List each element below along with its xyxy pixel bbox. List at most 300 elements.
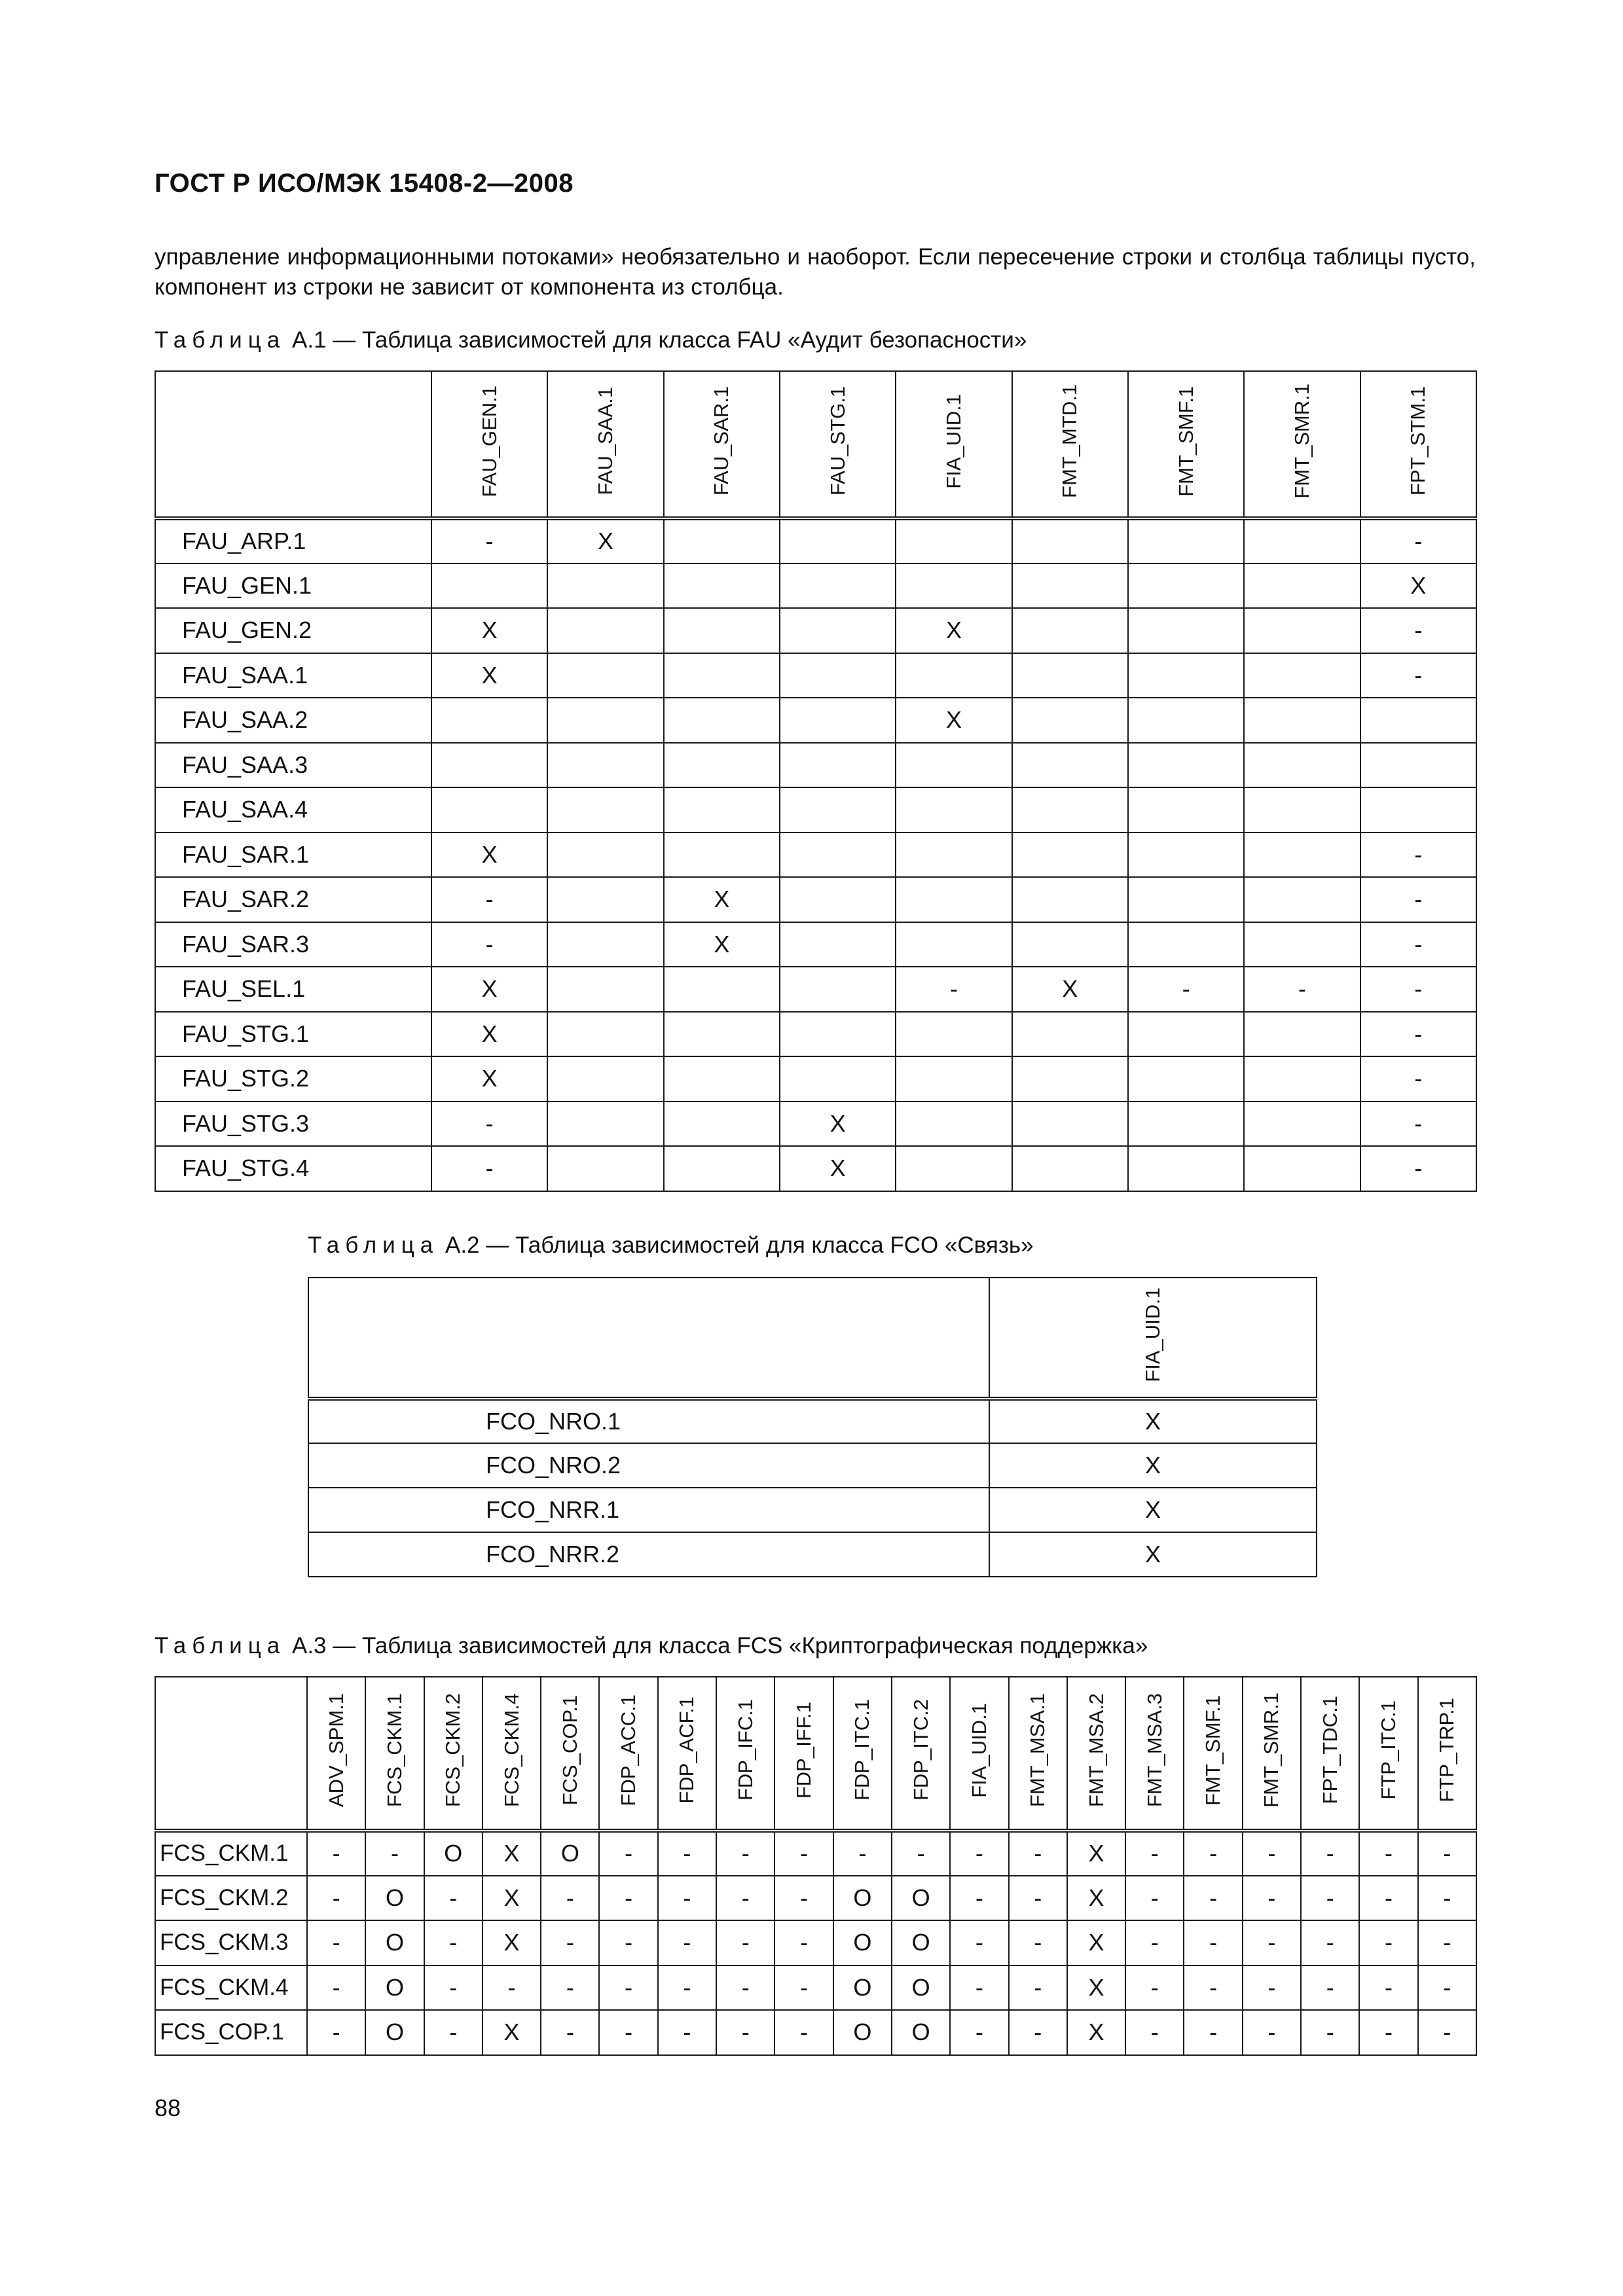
dependency-cell: O	[365, 2010, 424, 2055]
table-row	[155, 608, 1476, 653]
table-row	[155, 698, 1476, 743]
dependency-cell: X	[1012, 967, 1128, 1012]
dependency-cell: -	[1301, 1876, 1359, 1921]
dependency-cell	[1128, 653, 1244, 698]
dependency-cell	[896, 1146, 1012, 1191]
dependency-cell	[547, 967, 663, 1012]
dependency-cell: -	[431, 1146, 547, 1191]
dependency-cell: -	[658, 1920, 716, 1965]
column-header-label: FIA_UID.1	[967, 1702, 991, 1798]
dependency-cell	[896, 787, 1012, 833]
dependency-cell	[1128, 833, 1244, 878]
dependency-cell: -	[307, 1920, 365, 1965]
table-row	[155, 967, 1476, 1012]
dependency-cell	[780, 967, 896, 1012]
column-header-label: FMT_SMR.1	[1260, 1693, 1283, 1808]
column-header-label: FMT_MSA.1	[1026, 1693, 1049, 1807]
table2-caption-text: А.2 — Таблица зависимостей для класса FCO «Связь»	[445, 1232, 1034, 1258]
dependency-cell	[1012, 653, 1128, 698]
column-header-label: FCS_COP.1	[558, 1695, 581, 1806]
dependency-cell: -	[716, 1965, 775, 2011]
table1-caption-label: Таблица	[155, 327, 286, 353]
dependency-cell	[547, 743, 663, 788]
dependency-cell: -	[775, 1831, 833, 1876]
table3-caption-text: А.3 — Таблица зависимостей для класса FCS «Криптографическая поддержка»	[291, 1633, 1148, 1659]
dependency-cell: -	[1360, 518, 1476, 564]
column-header-label: FCS_CKM.4	[500, 1693, 523, 1807]
row-label: FCS_CKM.1	[155, 1831, 307, 1876]
dependency-cell	[780, 564, 896, 609]
dependency-cell	[1128, 564, 1244, 609]
dependency-cell: -	[775, 1876, 833, 1921]
dependency-cell: O	[892, 1920, 950, 1965]
dependency-cell	[1128, 1012, 1244, 1057]
dependency-cell: X	[547, 518, 663, 564]
dependency-cell: X	[431, 608, 547, 653]
column-header	[1418, 1677, 1476, 1831]
dependency-cell	[1128, 877, 1244, 922]
document-header: ГОСТ Р ИСО/МЭК 15408-2—2008	[155, 169, 574, 198]
dependency-cell: -	[541, 2010, 599, 2055]
table-row	[155, 564, 1476, 609]
dependency-cell: -	[1360, 922, 1476, 967]
dependency-cell: -	[1360, 833, 1476, 878]
dependency-cell	[547, 564, 663, 609]
dependency-cell: -	[1418, 1831, 1476, 1876]
dependency-cell: -	[1301, 1831, 1359, 1876]
row-label: FAU_SAA.3	[155, 743, 431, 788]
table-row	[155, 1056, 1476, 1102]
dependency-cell	[1244, 1146, 1360, 1191]
dependency-cell	[664, 833, 780, 878]
table-row	[155, 1876, 1476, 1921]
column-header	[483, 1677, 541, 1831]
table3-caption-label: Таблица	[155, 1633, 286, 1659]
dependency-cell	[896, 653, 1012, 698]
column-header-label: FAU_SAA.1	[593, 387, 617, 495]
dependency-cell: -	[1243, 1876, 1301, 1921]
dependency-cell: X	[989, 1532, 1317, 1577]
column-header-label: FIA_UID.1	[1141, 1287, 1164, 1382]
dependency-cell: -	[1243, 1831, 1301, 1876]
dependency-cell	[664, 653, 780, 698]
column-header	[1067, 1677, 1125, 1831]
column-header-label: ADV_SPM.1	[324, 1693, 348, 1807]
dependency-cell: -	[599, 2010, 657, 2055]
row-label: FCO_NRR.1	[308, 1488, 989, 1532]
dependency-cell	[780, 653, 896, 698]
row-label: FAU_STG.3	[155, 1102, 431, 1147]
dependency-cell: -	[1243, 1920, 1301, 1965]
column-header	[1125, 1677, 1184, 1831]
column-header-label: FDP_ITC.1	[850, 1699, 874, 1801]
dependency-cell: X	[1067, 1876, 1125, 1921]
table-row	[155, 518, 1476, 564]
column-header	[989, 1278, 1317, 1399]
dependency-cell: -	[950, 1831, 1008, 1876]
column-header-label: FTP_TRP.1	[1435, 1698, 1459, 1803]
dependency-cell	[664, 564, 780, 609]
dependency-cell	[431, 564, 547, 609]
table1-caption	[155, 327, 1027, 353]
row-label: FAU_STG.2	[155, 1056, 431, 1102]
dependency-cell: -	[307, 1876, 365, 1921]
row-label: FCS_CKM.3	[155, 1920, 307, 1965]
dependency-cell	[547, 1012, 663, 1057]
column-header	[599, 1677, 657, 1831]
dependency-cell	[547, 787, 663, 833]
dependency-cell: X	[989, 1399, 1317, 1443]
table-row	[308, 1399, 1317, 1443]
dependency-cell: X	[780, 1146, 896, 1191]
dependency-cell: X	[431, 1012, 547, 1057]
column-header	[541, 1677, 599, 1831]
dependency-cell	[1012, 518, 1128, 564]
dependency-cell	[664, 1012, 780, 1057]
dependency-cell: -	[424, 2010, 483, 2055]
dependency-cell: X	[1067, 1831, 1125, 1876]
dependency-cell: -	[1360, 877, 1476, 922]
row-label: FCO_NRO.1	[308, 1399, 989, 1443]
dependency-cell	[1012, 833, 1128, 878]
dependency-cell	[896, 922, 1012, 967]
dependency-cell: X	[483, 1831, 541, 1876]
dependency-cell: -	[1243, 2010, 1301, 2055]
corner-cell	[155, 371, 431, 518]
dependency-cell	[1012, 608, 1128, 653]
dependency-cell	[547, 922, 663, 967]
dependency-cell	[1244, 564, 1360, 609]
row-label: FAU_GEN.1	[155, 564, 431, 609]
dependency-cell	[547, 608, 663, 653]
dependency-cell: -	[950, 2010, 1008, 2055]
column-header-label: FMT_MTD.1	[1058, 384, 1082, 498]
dependency-cell	[664, 1056, 780, 1102]
column-header-label: FMT_SMF.1	[1201, 1695, 1225, 1806]
dependency-cell: -	[1418, 1876, 1476, 1921]
dependency-cell: O	[365, 1920, 424, 1965]
dependency-cell	[664, 608, 780, 653]
dependency-cell: -	[483, 1965, 541, 2011]
dependency-cell	[1244, 877, 1360, 922]
dependency-cell	[1012, 922, 1128, 967]
dependency-cell: -	[1009, 1831, 1067, 1876]
dependency-cell	[780, 1012, 896, 1057]
table-row	[155, 877, 1476, 922]
dependency-cell: -	[424, 1965, 483, 2011]
dependency-cell: -	[658, 1831, 716, 1876]
dependency-cell	[547, 698, 663, 743]
dependency-cell	[1012, 743, 1128, 788]
dependency-cell: -	[1009, 1876, 1067, 1921]
dependency-cell: -	[1360, 608, 1476, 653]
dependency-cell	[1244, 698, 1360, 743]
column-header	[775, 1677, 833, 1831]
dependency-cell	[780, 1056, 896, 1102]
column-header	[307, 1677, 365, 1831]
dependency-cell	[780, 518, 896, 564]
dependency-cell	[896, 877, 1012, 922]
dependency-cell: -	[1359, 1965, 1417, 2011]
dependency-cell: -	[424, 1876, 483, 1921]
dependency-cell: O	[833, 1876, 892, 1921]
dependency-cell	[1012, 1146, 1128, 1191]
dependency-cell: X	[431, 967, 547, 1012]
column-header	[1184, 1677, 1242, 1831]
row-label: FCO_NRO.2	[308, 1443, 989, 1488]
dependency-cell: -	[950, 1920, 1008, 1965]
table-row	[155, 787, 1476, 833]
dependency-cell	[1012, 1102, 1128, 1147]
dependency-cell: -	[424, 1920, 483, 1965]
dependency-cell: -	[1128, 967, 1244, 1012]
column-header	[1128, 371, 1244, 518]
column-header-label: FPT_STM.1	[1406, 386, 1430, 496]
column-header-label: FCS_CKM.1	[382, 1693, 406, 1807]
dependency-cell: -	[1009, 1965, 1067, 2011]
dependency-cell	[1128, 743, 1244, 788]
table1-caption-text: А.1 — Таблица зависимостей для класса FAU «Аудит безопасности»	[291, 327, 1027, 353]
dependency-cell: -	[896, 967, 1012, 1012]
dependency-cell	[431, 743, 547, 788]
column-header	[424, 1677, 483, 1831]
dependency-cell	[664, 1146, 780, 1191]
column-header	[780, 371, 896, 518]
dependency-cell: X	[989, 1443, 1317, 1488]
table-row	[155, 1102, 1476, 1147]
column-header-label: FAU_SAR.1	[710, 386, 733, 496]
corner-cell	[308, 1278, 989, 1399]
column-header-label: FPT_TDC.1	[1318, 1696, 1341, 1804]
column-header-label: FDP_ACC.1	[617, 1694, 640, 1806]
dependency-cell: -	[1360, 653, 1476, 698]
dependency-cell: X	[483, 1876, 541, 1921]
dependency-cell: -	[1418, 1965, 1476, 2011]
dependency-cell	[431, 698, 547, 743]
dependency-cell: -	[716, 2010, 775, 2055]
column-header	[1359, 1677, 1417, 1831]
table-row	[155, 2010, 1476, 2055]
dependency-cell	[1244, 833, 1360, 878]
row-label: FAU_STG.4	[155, 1146, 431, 1191]
table2-caption-label: Таблица	[308, 1232, 439, 1258]
dependency-cell: -	[1360, 1146, 1476, 1191]
dependency-cell: -	[599, 1831, 657, 1876]
dependency-cell	[1128, 1102, 1244, 1147]
dependency-cell: -	[1184, 2010, 1242, 2055]
dependency-cell: -	[1359, 1876, 1417, 1921]
dependency-cell: X	[896, 698, 1012, 743]
column-header	[664, 371, 780, 518]
dependency-cell: -	[892, 1831, 950, 1876]
table-row	[155, 1965, 1476, 2011]
table2-caption	[308, 1232, 1034, 1259]
dependency-cell	[780, 743, 896, 788]
dependency-cell: -	[1301, 1965, 1359, 2011]
dependency-cell: -	[658, 2010, 716, 2055]
dependency-cell	[431, 787, 547, 833]
dependency-cell: -	[716, 1876, 775, 1921]
dependency-cell: X	[1067, 2010, 1125, 2055]
dependency-cell: O	[833, 1920, 892, 1965]
dependency-cell	[664, 1102, 780, 1147]
corner-cell	[155, 1677, 307, 1831]
dependency-cell: O	[365, 1965, 424, 2011]
dependency-cell: -	[541, 1965, 599, 2011]
table-row	[155, 1012, 1476, 1057]
column-header-label: FAU_STG.1	[826, 386, 849, 496]
dependency-cell: O	[892, 1965, 950, 2011]
dependency-cell: -	[1125, 1831, 1184, 1876]
table-row	[155, 1146, 1476, 1191]
page-number: 88	[155, 2094, 181, 2121]
dependency-cell: -	[1184, 1876, 1242, 1921]
dependency-cell: -	[307, 1831, 365, 1876]
row-label: FAU_SEL.1	[155, 967, 431, 1012]
dependency-cell	[1012, 1056, 1128, 1102]
dependency-cell: -	[1125, 1920, 1184, 1965]
dependency-cell: -	[1360, 1056, 1476, 1102]
dependency-cell	[1128, 787, 1244, 833]
row-label: FAU_STG.1	[155, 1012, 431, 1057]
dependency-cell: O	[541, 1831, 599, 1876]
dependency-cell: -	[775, 1965, 833, 2011]
column-header	[896, 371, 1012, 518]
dependency-cell: X	[1067, 1965, 1125, 2011]
row-label: FCO_NRR.2	[308, 1532, 989, 1577]
dependency-cell: -	[1009, 1920, 1067, 1965]
dependency-cell: X	[896, 608, 1012, 653]
dependency-cell	[1012, 787, 1128, 833]
column-header-label: FTP_ITC.1	[1376, 1700, 1400, 1800]
column-header	[1243, 1677, 1301, 1831]
dependency-cell	[1244, 608, 1360, 653]
row-label: FAU_SAA.1	[155, 653, 431, 698]
dependency-cell: -	[950, 1965, 1008, 2011]
dependency-cell	[1128, 698, 1244, 743]
row-label: FAU_SAA.2	[155, 698, 431, 743]
column-header	[658, 1677, 716, 1831]
dependency-cell: X	[431, 833, 547, 878]
dependency-cell	[1244, 787, 1360, 833]
dependency-cell: -	[1359, 2010, 1417, 2055]
column-header-label: FMT_SMR.1	[1290, 384, 1313, 499]
table-row	[155, 653, 1476, 698]
row-label: FCS_CKM.4	[155, 1965, 307, 2011]
dependency-cell: X	[664, 922, 780, 967]
dependency-cell: -	[775, 1920, 833, 1965]
column-header-label: FDP_IFC.1	[733, 1699, 757, 1801]
dependency-cell: -	[1125, 1965, 1184, 2011]
dependency-cell	[547, 1056, 663, 1102]
intro-paragraph: управление информационными потоками» необязательно и наоборот. Если пересечение строки и столбца таблицы пусто, компонент из строки не зависит от компонента из столбца.	[155, 244, 1476, 300]
dependency-cell: X	[989, 1488, 1317, 1532]
dependency-cell: X	[780, 1102, 896, 1147]
table-row	[308, 1532, 1317, 1577]
dependency-cell: -	[599, 1920, 657, 1965]
dependency-cell: -	[1125, 1876, 1184, 1921]
column-header	[1012, 371, 1128, 518]
dependency-cell	[1012, 1012, 1128, 1057]
dependency-cell	[896, 833, 1012, 878]
dependency-cell	[1012, 698, 1128, 743]
dependency-cell: -	[1360, 1102, 1476, 1147]
column-header-label: FMT_MSA.3	[1142, 1693, 1166, 1807]
dependency-cell: -	[1301, 1920, 1359, 1965]
dependency-cell	[780, 698, 896, 743]
dependency-cell: -	[1359, 1831, 1417, 1876]
dependency-cell: -	[1125, 2010, 1184, 2055]
dependency-cell	[547, 877, 663, 922]
column-header-label: FDP_IFF.1	[792, 1701, 816, 1799]
dependency-cell: O	[365, 1876, 424, 1921]
dependency-cell	[780, 787, 896, 833]
dependency-cell: -	[1184, 1965, 1242, 2011]
table-row	[155, 743, 1476, 788]
dependency-cell	[1360, 787, 1476, 833]
dependency-cell	[1244, 518, 1360, 564]
dependency-cell	[1244, 743, 1360, 788]
dependency-cell	[780, 833, 896, 878]
row-label: FAU_ARP.1	[155, 518, 431, 564]
dependency-cell: -	[716, 1920, 775, 1965]
dependency-cell	[547, 1102, 663, 1147]
dependency-cell: -	[541, 1920, 599, 1965]
row-label: FAU_SAR.2	[155, 877, 431, 922]
dependency-cell	[780, 922, 896, 967]
dependency-cell	[1012, 564, 1128, 609]
dependency-cell: -	[307, 2010, 365, 2055]
row-label: FAU_SAR.1	[155, 833, 431, 878]
column-header-label: FIA_UID.1	[941, 393, 965, 489]
dependency-cell	[1128, 1056, 1244, 1102]
row-label: FAU_GEN.2	[155, 608, 431, 653]
dependency-cell: -	[431, 1102, 547, 1147]
dependency-cell: -	[1359, 1920, 1417, 1965]
column-header	[1301, 1677, 1359, 1831]
dependency-cell: X	[431, 1056, 547, 1102]
dependency-cell: -	[431, 518, 547, 564]
dependency-cell: O	[892, 2010, 950, 2055]
column-header	[547, 371, 663, 518]
dependency-cell: -	[1184, 1831, 1242, 1876]
table3-caption	[155, 1633, 1148, 1659]
column-header	[950, 1677, 1008, 1831]
table-fcs-dependencies	[155, 1676, 1477, 2056]
dependency-cell: X	[483, 2010, 541, 2055]
table-row	[155, 1831, 1476, 1876]
table-row	[155, 922, 1476, 967]
dependency-cell	[1128, 518, 1244, 564]
dependency-cell: X	[431, 653, 547, 698]
dependency-cell	[896, 1056, 1012, 1102]
table-fco-dependencies	[308, 1277, 1317, 1577]
dependency-cell: -	[1244, 967, 1360, 1012]
dependency-cell	[1244, 1102, 1360, 1147]
dependency-cell	[664, 698, 780, 743]
dependency-cell	[780, 877, 896, 922]
dependency-cell	[896, 743, 1012, 788]
dependency-cell: -	[1360, 967, 1476, 1012]
dependency-cell: O	[833, 2010, 892, 2055]
dependency-cell: -	[658, 1965, 716, 2011]
table-row	[308, 1443, 1317, 1488]
dependency-cell	[664, 967, 780, 1012]
dependency-cell: -	[431, 922, 547, 967]
dependency-cell: -	[431, 877, 547, 922]
dependency-cell: O	[424, 1831, 483, 1876]
column-header-label: FDP_ACF.1	[675, 1696, 699, 1804]
